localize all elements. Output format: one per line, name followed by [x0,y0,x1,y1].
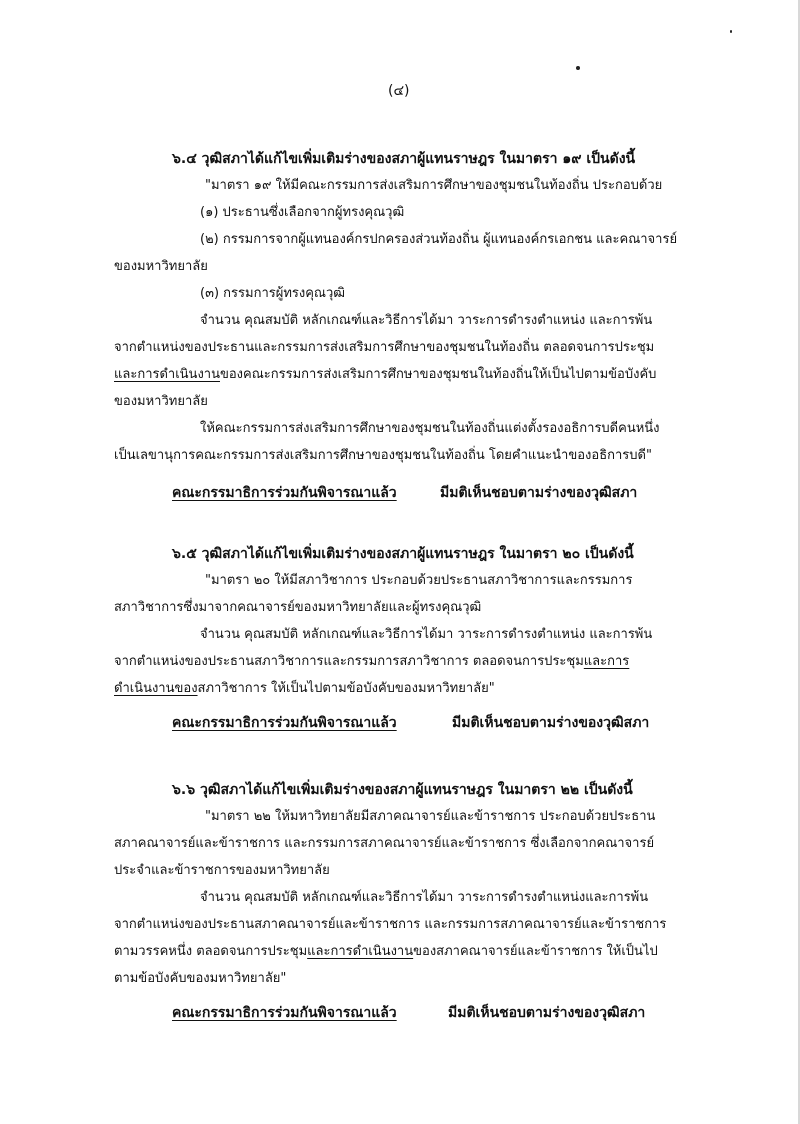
scan-speck [576,66,580,70]
body-line: จากตำแหน่งของประธานและกรรมการส่งเสริมการศึกษาของชุมชนในท้องถิ่น ตลอดจนการประชุม [114,340,655,355]
body-line: ของมหาวิทยาลัย [114,394,208,409]
body-line: (๑) ประธานซึ่งเลือกจากผู้ทรงคุณวุฒิ [200,205,405,220]
body-line: จำนวน คุณสมบัติ หลักเกณฑ์และวิธีการได้มา วาระการดำรงตำแหน่ง และการพ้น [200,627,653,642]
body-line: (๓) กรรมการผู้ทรงคุณวุฒิ [200,286,346,301]
body-line: สภาคณาจารย์และข้าราชการ และกรรมการสภาคณาจารย์และข้าราชการ ซึ่งเลือกจากคณาจารย์ [114,836,655,851]
body-line: ให้คณะกรรมการส่งเสริมการศึกษาของชุมชนในท้องถิ่นแต่งตั้งรองอธิการบดีคนหนึ่ง [200,421,660,436]
body-line: "มาตรา ๑๙ ให้มีคณะกรรมการส่งเสริมการศึกษาของชุมชนในท้องถิ่น ประกอบด้วย [205,178,663,193]
committee-label: คณะกรรมาธิการร่วมกันพิจารณาแล้ว [172,1005,397,1021]
body-text: ของคณะกรรมการส่งเสริมการศึกษาของชุมชนในท้องถิ่นให้เป็นไปตามข้อบังคับ [219,367,657,382]
body-line: "มาตรา ๒๒ ให้มหาวิทยาลัยมีสภาคณาจารย์และข้าราชการ ประกอบด้วยประธาน [205,809,656,824]
scan-speck [730,30,732,33]
body-line [114,366,656,384]
body-line: ตามข้อบังคับของมหาวิทยาลัย" [114,971,287,986]
resolution-text: มีมติเห็นชอบตามร่างของวุฒิสภา [440,485,638,501]
body-line: (๒) กรรมการจากผู้แทนองค์กรปกครองส่วนท้องถิ่น ผู้แทนองค์กรเอกชน และคณาจารย์ [200,232,678,247]
body-text: สภาวิชาการ ให้เป็นไปตามข้อบังคับของมหาวิทยาลัย" [197,681,495,696]
body-line: จากตำแหน่งของประธานสภาคณาจารย์และข้าราชการ และกรรมการสภาคณาจารย์และข้าราชการ [114,917,667,932]
section-heading: ๖.๕ วุฒิสภาได้แก้ไขเพิ่มเติมร่างของสภาผู้แทนราษฎร ในมาตรา ๒๐ เป็นดังนี้ [172,546,634,562]
body-text: ตามวรรคหนึ่ง ตลอดจนการประชุม [114,944,308,959]
body-line [114,943,658,961]
body-line: ประจำและข้าราชการของมหาวิทยาลัย [114,863,330,878]
body-line: "มาตรา ๒๐ ให้มีสภาวิชาการ ประกอบด้วยประธานสภาวิชาการและกรรมการ [205,573,633,588]
resolution-text: มีมติเห็นชอบตามร่างของวุฒิสภา [452,715,650,731]
body-text: ของสภาคณาจารย์และข้าราชการ ให้เป็นไป [413,944,658,959]
body-line [114,653,629,671]
body-line: ของมหาวิทยาลัย [114,259,208,274]
underlined-text: และการดำเนินงาน [114,367,220,382]
section-heading: ๖.๖ วุฒิสภาได้แก้ไขเพิ่มเติมร่างของสภาผู้แทนราษฎร ในมาตรา ๒๒ เป็นดังนี้ [172,782,633,798]
underlined-text: ดำเนินงานของ [114,681,198,696]
body-line: สภาวิชาการซึ่งมาจากคณาจารย์ของมหาวิทยาลัยและผู้ทรงคุณวุฒิ [114,600,482,615]
page-number: (๔) [388,83,410,99]
body-line: จำนวน คุณสมบัติ หลักเกณฑ์และวิธีการได้มา วาระการดำรงตำแหน่ง และการพ้น [200,313,653,328]
section-heading: ๖.๔ วุฒิสภาได้แก้ไขเพิ่มเติมร่างของสภาผู้แทนราษฎร ในมาตรา ๑๙ เป็นดังนี้ [172,151,636,167]
committee-label: คณะกรรมาธิการร่วมกันพิจารณาแล้ว [172,715,397,731]
body-line [114,680,495,698]
body-line: จำนวน คุณสมบัติ หลักเกณฑ์และวิธีการได้มา วาระการดำรงตำแหน่งและการพ้น [200,890,649,905]
body-line: เป็นเลขานุการคณะกรรมการส่งเสริมการศึกษาของชุมชนในท้องถิ่น โดยคำแนะนำของอธิการบดี" [114,448,652,463]
body-text: จากตำแหน่งของประธานสภาวิชาการและกรรมการสภาวิชาการ ตลอดจนการประชุม [114,654,584,669]
underlined-text: และการดำเนินงาน [307,944,414,959]
resolution-text: มีมติเห็นชอบตามร่างของวุฒิสภา [448,1005,646,1021]
committee-label: คณะกรรมาธิการร่วมกันพิจารณาแล้ว [172,485,397,501]
underlined-text: และการ [583,654,630,669]
